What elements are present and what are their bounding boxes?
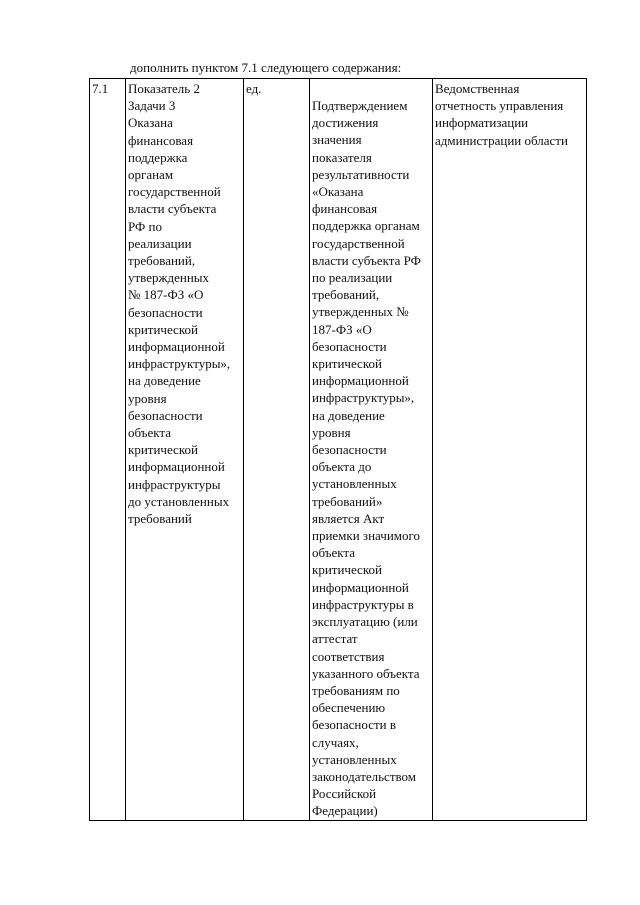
confirmation-line: случаях, <box>312 734 359 750</box>
confirmation-line: уровня <box>312 424 351 440</box>
confirmation-line: указанного объекта <box>312 665 420 681</box>
confirmation-line: требованиям по <box>312 682 400 698</box>
indicator-line: Задачи 3 <box>128 98 176 114</box>
confirmation-line: показателя <box>312 149 372 165</box>
indicator-line: инфраструктуры <box>128 476 221 492</box>
table-row <box>90 79 587 821</box>
confirmation-line: объекта <box>312 545 356 561</box>
indicator-table <box>89 78 587 821</box>
indicator-line: государственной <box>128 184 221 200</box>
indicator-cell <box>126 79 244 821</box>
unit-text: ед. <box>246 81 262 96</box>
confirmation-line: требований, <box>312 287 380 303</box>
confirmation-line: критической <box>312 356 382 372</box>
indicator-line: объекта <box>128 425 172 441</box>
indicator-line: уровня <box>128 390 167 406</box>
confirmation-line: установленных <box>312 476 397 492</box>
confirmation-line: эксплуатацию (или <box>312 614 418 630</box>
indicator-line: на доведение <box>128 373 201 389</box>
confirmation-line: инфраструктуры в <box>312 596 414 612</box>
spacer <box>312 80 431 97</box>
confirmation-line: по реализации <box>312 270 393 286</box>
confirmation-line: установленных <box>312 751 397 767</box>
indicator-line: Оказана <box>128 115 173 131</box>
source-line: отчетность управления <box>435 98 564 114</box>
indicator-line: РФ по <box>128 218 162 234</box>
indicator-line: информационной <box>128 459 225 475</box>
confirmation-line: безопасности в <box>312 717 397 733</box>
indicator-line: поддержка <box>128 149 188 165</box>
source-line: информатизации <box>435 115 529 131</box>
confirmation-line: приемки значимого <box>312 528 421 544</box>
confirmation-line: на доведение <box>312 407 385 423</box>
indicator-line: № 187-ФЗ «О <box>128 287 204 303</box>
indicator-line: органам <box>128 167 174 183</box>
indicator-line: реализации <box>128 235 192 251</box>
confirmation-line: финансовая <box>312 201 378 217</box>
confirmation-cell <box>310 79 433 821</box>
indicator-line: Показатель 2 <box>128 81 200 96</box>
confirmation-line: безопасности <box>312 338 387 354</box>
confirmation-line: обеспечению <box>312 700 386 716</box>
unit-cell <box>244 79 310 821</box>
indicator-line: критической <box>128 442 198 458</box>
confirmation-line: Российской <box>312 786 377 802</box>
confirmation-line: результативности <box>312 166 410 182</box>
indicator-line: критической <box>128 321 198 337</box>
indicator-line: утвержденных <box>128 270 210 286</box>
indicator-line: до установленных <box>128 493 230 509</box>
indicator-line: финансовая <box>128 132 194 148</box>
confirmation-line: «Оказана <box>312 184 364 200</box>
indicator-line: безопасности <box>128 304 203 320</box>
row-number: 7.1 <box>92 81 109 96</box>
source-line: администрации области <box>435 132 568 148</box>
row-number-cell <box>90 79 126 821</box>
indicator-line: информационной <box>128 339 225 355</box>
source-line: Ведомственная <box>435 81 520 96</box>
confirmation-line: информационной <box>312 579 409 595</box>
indicator-line: требований, <box>128 253 196 269</box>
confirmation-line: аттестат <box>312 631 358 647</box>
intro-text: дополнить пунктом 7.1 следующего содержания: <box>130 60 402 75</box>
indicator-line: власти субъекта <box>128 201 217 217</box>
indicator-line: инфраструктуры», <box>128 356 231 372</box>
confirmation-line: Подтверждением <box>312 98 408 113</box>
confirmation-line: инфраструктуры», <box>312 390 415 406</box>
confirmation-line: Федерации) <box>312 803 378 819</box>
confirmation-line: требований» <box>312 493 383 509</box>
indicator-line: требований <box>128 511 192 527</box>
confirmation-line: является Акт <box>312 510 385 526</box>
confirmation-line: критической <box>312 562 382 578</box>
indicator-line: безопасности <box>128 407 203 423</box>
confirmation-line: достижения <box>312 115 379 131</box>
confirmation-line: власти субъекта РФ <box>312 252 421 268</box>
confirmation-line: законодательством <box>312 768 417 784</box>
confirmation-line: 187-ФЗ «О <box>312 321 372 337</box>
source-cell <box>433 79 587 821</box>
confirmation-line: утвержденных № <box>312 304 409 320</box>
confirmation-line: информационной <box>312 373 409 389</box>
confirmation-line: соответствия <box>312 648 385 664</box>
confirmation-line: значения <box>312 132 362 148</box>
confirmation-line: объекта до <box>312 459 372 475</box>
confirmation-line: государственной <box>312 235 405 251</box>
confirmation-line: безопасности <box>312 442 387 458</box>
confirmation-line: поддержка органам <box>312 218 420 234</box>
